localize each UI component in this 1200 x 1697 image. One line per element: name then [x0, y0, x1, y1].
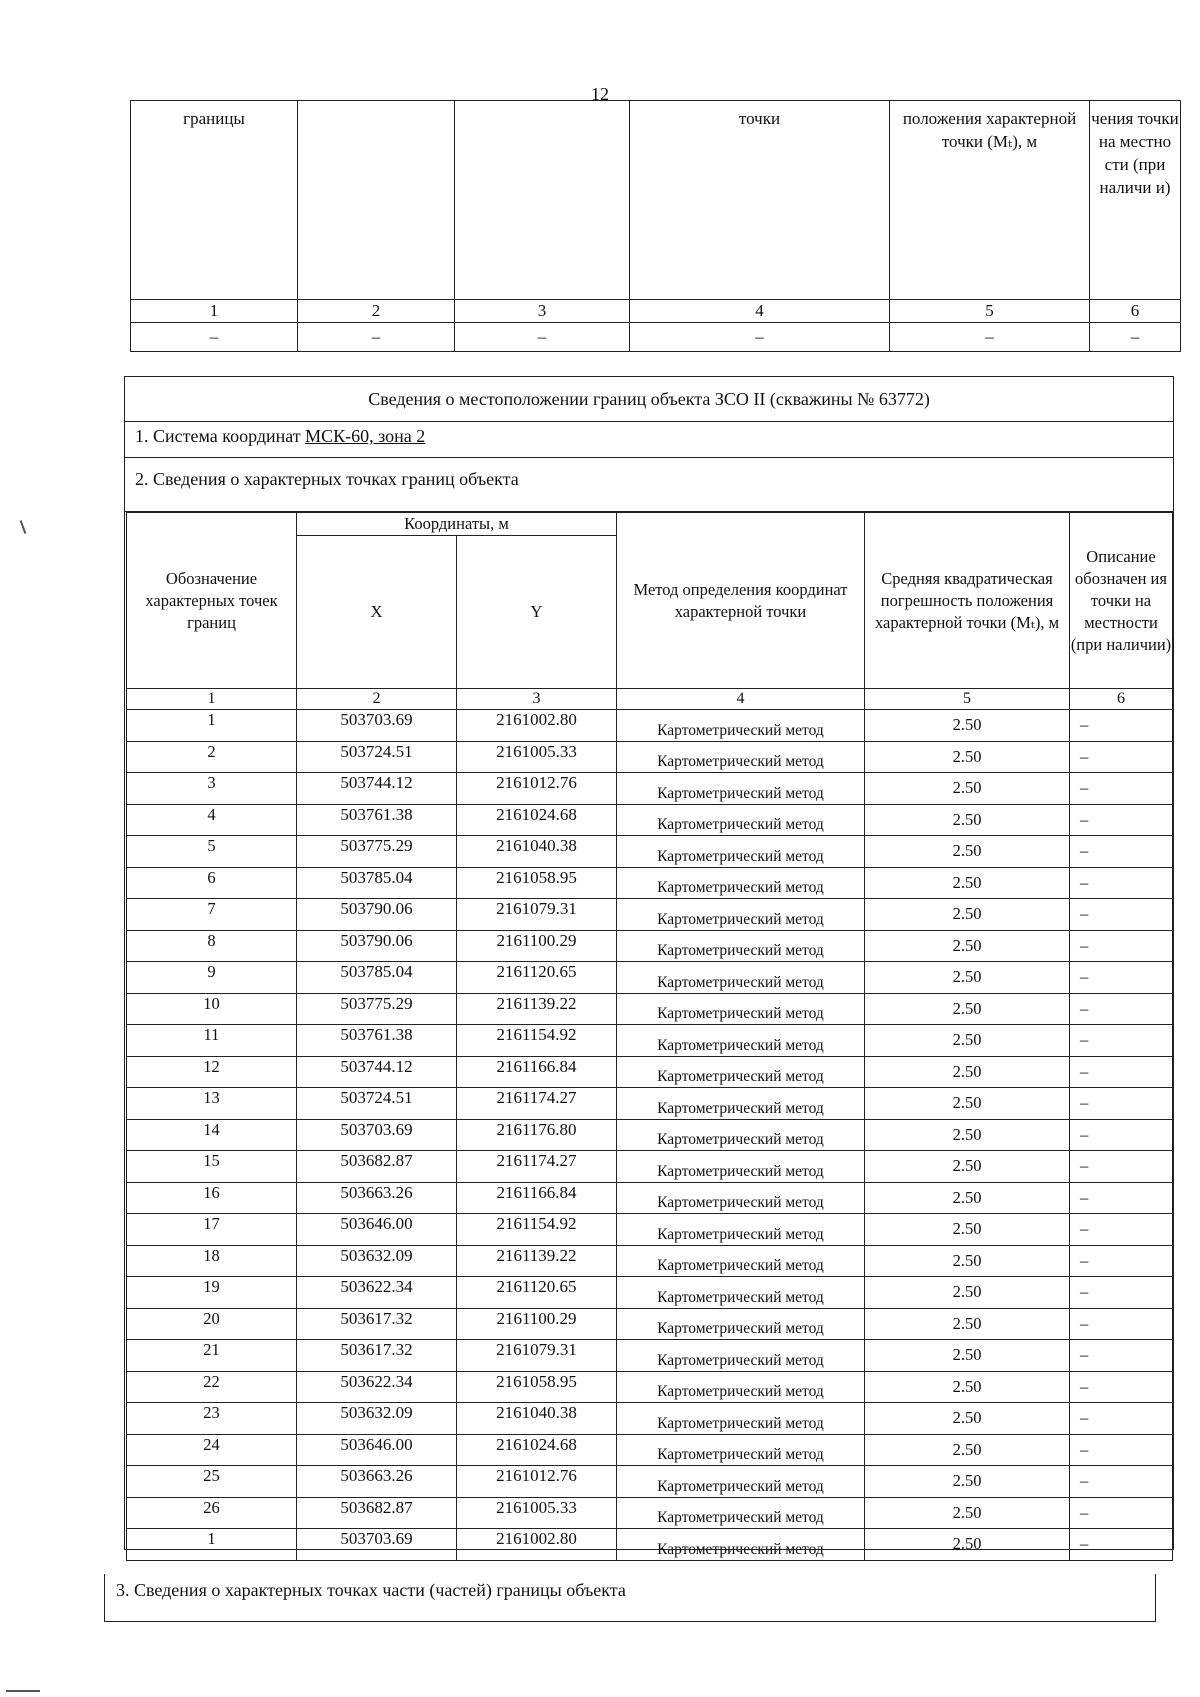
y-value: 2161166.84	[457, 1056, 617, 1088]
method-value: Картометрический метод	[617, 1466, 865, 1498]
x-value: 503663.26	[297, 1466, 457, 1498]
continuation-header-cell: границы	[131, 101, 298, 300]
description-value: –	[1070, 1529, 1173, 1561]
point-id: 5	[127, 836, 297, 868]
error-value: 2.50	[865, 1434, 1070, 1466]
x-value: 503617.32	[297, 1308, 457, 1340]
y-value: 2161058.95	[457, 867, 617, 899]
error-value: 2.50	[865, 773, 1070, 805]
table-row	[127, 1214, 1173, 1246]
method-value: Картометрический метод	[617, 741, 865, 773]
y-value: 2161012.76	[457, 773, 617, 805]
point-id: 7	[127, 899, 297, 931]
x-value: 503646.00	[297, 1214, 457, 1246]
method-value: Картометрический метод	[617, 930, 865, 962]
continuation-number-row	[131, 300, 1181, 323]
description-value: –	[1070, 804, 1173, 836]
x-value: 503632.09	[297, 1245, 457, 1277]
method-value: Картометрический метод	[617, 1056, 865, 1088]
column-number: 4	[630, 300, 890, 323]
dash-cell: –	[131, 323, 298, 352]
table-row	[127, 930, 1173, 962]
coordinates-header: Координаты, м	[297, 513, 617, 536]
description-value: –	[1070, 1371, 1173, 1403]
table-row	[127, 773, 1173, 805]
table-row	[127, 710, 1173, 742]
table-row	[127, 867, 1173, 899]
description-value: –	[1070, 1277, 1173, 1309]
point-id: 1	[127, 1529, 297, 1561]
table-row	[127, 1497, 1173, 1529]
point-id: 16	[127, 1182, 297, 1214]
y-value: 2161079.31	[457, 899, 617, 931]
error-value: 2.50	[865, 710, 1070, 742]
error-value: 2.50	[865, 1025, 1070, 1057]
y-value: 2161040.38	[457, 836, 617, 868]
y-value: 2161154.92	[457, 1214, 617, 1246]
x-value: 503724.51	[297, 1088, 457, 1120]
table-row	[127, 741, 1173, 773]
error-value: 2.50	[865, 867, 1070, 899]
point-id: 10	[127, 993, 297, 1025]
method-value: Картометрический метод	[617, 1308, 865, 1340]
error-value: 2.50	[865, 1214, 1070, 1246]
x-value: 503703.69	[297, 1119, 457, 1151]
description-value: –	[1070, 1308, 1173, 1340]
x-value: 503775.29	[297, 836, 457, 868]
continuation-header-cell: точки	[630, 101, 890, 300]
footer-section-label: 3. Сведения о характерных точках части (частей) границы объекта	[116, 1580, 626, 1600]
column-number: 2	[297, 689, 457, 710]
error-value: 2.50	[865, 899, 1070, 931]
table-row	[127, 1529, 1173, 1561]
table-row	[127, 962, 1173, 994]
column-number: 5	[890, 300, 1090, 323]
description-value: –	[1070, 1214, 1173, 1246]
point-id: 14	[127, 1119, 297, 1151]
method-value: Картометрический метод	[617, 1340, 865, 1372]
x-value: 503761.38	[297, 1025, 457, 1057]
y-value: 2161120.65	[457, 1277, 617, 1309]
column-number: 2	[298, 300, 455, 323]
point-id: 17	[127, 1214, 297, 1246]
method-value: Картометрический метод	[617, 962, 865, 994]
coordinates-rows	[127, 710, 1173, 1561]
error-value: 2.50	[865, 804, 1070, 836]
description-value: –	[1070, 741, 1173, 773]
method-value: Картометрический метод	[617, 1277, 865, 1309]
table-row	[127, 1340, 1173, 1372]
error-value: 2.50	[865, 1277, 1070, 1309]
description-value: –	[1070, 1497, 1173, 1529]
y-value: 2161024.68	[457, 1434, 617, 1466]
error-header: Средняя квадратическая погрешность положения характерной точки (Mₜ), м	[865, 513, 1070, 689]
x-value: 503785.04	[297, 962, 457, 994]
method-header: Метод определения координат характерной точки	[617, 513, 865, 689]
x-value: 503790.06	[297, 899, 457, 931]
error-value: 2.50	[865, 1151, 1070, 1183]
point-id: 2	[127, 741, 297, 773]
point-id: 20	[127, 1308, 297, 1340]
column-number: 4	[617, 689, 865, 710]
method-value: Картометрический метод	[617, 1182, 865, 1214]
error-value: 2.50	[865, 1340, 1070, 1372]
designation-header: Обозначение характерных точек границ	[127, 513, 297, 689]
error-value: 2.50	[865, 993, 1070, 1025]
method-value: Картометрический метод	[617, 867, 865, 899]
continuation-table	[130, 100, 1181, 352]
method-value: Картометрический метод	[617, 836, 865, 868]
column-number: 1	[131, 300, 298, 323]
table-row	[127, 836, 1173, 868]
y-value: 2161166.84	[457, 1182, 617, 1214]
table-row	[127, 1151, 1173, 1183]
y-value: 2161005.33	[457, 741, 617, 773]
y-value: 2161176.80	[457, 1119, 617, 1151]
continuation-header-row	[131, 101, 1181, 300]
x-value: 503682.87	[297, 1151, 457, 1183]
method-value: Картометрический метод	[617, 1371, 865, 1403]
method-value: Картометрический метод	[617, 773, 865, 805]
x-value: 503744.12	[297, 1056, 457, 1088]
y-value: 2161139.22	[457, 993, 617, 1025]
x-value: 503646.00	[297, 1434, 457, 1466]
y-value: 2161002.80	[457, 710, 617, 742]
section-title: Сведения о местоположении границ объекта ЗСО II (скважины № 63772)	[368, 389, 930, 409]
description-value: –	[1070, 899, 1173, 931]
description-value: –	[1070, 993, 1173, 1025]
x-value: 503682.87	[297, 1497, 457, 1529]
point-id: 23	[127, 1403, 297, 1435]
table-row	[127, 1245, 1173, 1277]
x-value: 503632.09	[297, 1403, 457, 1435]
table-row	[127, 1182, 1173, 1214]
y-value: 2161005.33	[457, 1497, 617, 1529]
column-number: 6	[1070, 689, 1173, 710]
error-value: 2.50	[865, 1182, 1070, 1214]
y-value: 2161120.65	[457, 962, 617, 994]
continuation-header-cell: положения характерной точки (Mₜ), м	[890, 101, 1090, 300]
dash-cell: –	[1090, 323, 1181, 352]
error-value: 2.50	[865, 1245, 1070, 1277]
description-value: –	[1070, 1088, 1173, 1120]
continuation-header-cell	[455, 101, 630, 300]
error-value: 2.50	[865, 962, 1070, 994]
description-value: –	[1070, 836, 1173, 868]
y-value: 2161174.27	[457, 1088, 617, 1120]
coord-system-line	[135, 426, 425, 447]
y-value: 2161100.29	[457, 930, 617, 962]
x-value: 503790.06	[297, 930, 457, 962]
y-value: 2161040.38	[457, 1403, 617, 1435]
table-row	[127, 1025, 1173, 1057]
error-value: 2.50	[865, 1088, 1070, 1120]
x-header: X	[297, 536, 457, 689]
table-row	[127, 899, 1173, 931]
y-value: 2161002.80	[457, 1529, 617, 1561]
description-value: –	[1070, 1119, 1173, 1151]
coords-number-row	[127, 689, 1173, 710]
points-section-label: 2. Сведения о характерных точках границ объекта	[135, 469, 519, 489]
x-value: 503724.51	[297, 741, 457, 773]
error-value: 2.50	[865, 1403, 1070, 1435]
point-id: 19	[127, 1277, 297, 1309]
y-value: 2161139.22	[457, 1245, 617, 1277]
column-number: 5	[865, 689, 1070, 710]
table-row	[127, 993, 1173, 1025]
x-value: 503761.38	[297, 804, 457, 836]
column-number: 3	[455, 300, 630, 323]
description-value: –	[1070, 1245, 1173, 1277]
dash-cell: –	[298, 323, 455, 352]
x-value: 503785.04	[297, 867, 457, 899]
error-value: 2.50	[865, 836, 1070, 868]
table-row	[127, 1466, 1173, 1498]
table-row	[127, 1371, 1173, 1403]
method-value: Картометрический метод	[617, 804, 865, 836]
table-row	[127, 1056, 1173, 1088]
x-value: 503744.12	[297, 773, 457, 805]
point-id: 26	[127, 1497, 297, 1529]
description-value: –	[1070, 930, 1173, 962]
continuation-header-cell: чения точки на местно сти (при наличи и)	[1090, 101, 1181, 300]
x-value: 503775.29	[297, 993, 457, 1025]
coordinates-table	[126, 512, 1173, 1561]
description-value: –	[1070, 962, 1173, 994]
dash-cell: –	[630, 323, 890, 352]
y-value: 2161174.27	[457, 1151, 617, 1183]
method-value: Картометрический метод	[617, 899, 865, 931]
description-value: –	[1070, 867, 1173, 899]
continuation-header-cell	[298, 101, 455, 300]
column-number: 3	[457, 689, 617, 710]
continuation-dash-row	[131, 323, 1181, 352]
point-id: 3	[127, 773, 297, 805]
table-row	[127, 1119, 1173, 1151]
table-row	[127, 1277, 1173, 1309]
description-value: –	[1070, 710, 1173, 742]
method-value: Картометрический метод	[617, 710, 865, 742]
y-value: 2161012.76	[457, 1466, 617, 1498]
method-value: Картометрический метод	[617, 1434, 865, 1466]
page-number: 12	[591, 84, 609, 104]
y-value: 2161079.31	[457, 1340, 617, 1372]
point-id: 12	[127, 1056, 297, 1088]
point-id: 11	[127, 1025, 297, 1057]
point-id: 15	[127, 1151, 297, 1183]
description-value: –	[1070, 1466, 1173, 1498]
y-value: 2161058.95	[457, 1371, 617, 1403]
footer-box	[104, 1574, 1156, 1622]
table-row	[127, 1308, 1173, 1340]
method-value: Картометрический метод	[617, 1529, 865, 1561]
description-value: –	[1070, 773, 1173, 805]
dash-cell: –	[890, 323, 1090, 352]
scan-mark	[20, 520, 27, 534]
table-row	[127, 1088, 1173, 1120]
x-value: 503622.34	[297, 1277, 457, 1309]
method-value: Картометрический метод	[617, 1151, 865, 1183]
error-value: 2.50	[865, 1371, 1070, 1403]
error-value: 2.50	[865, 1308, 1070, 1340]
point-id: 22	[127, 1371, 297, 1403]
y-value: 2161024.68	[457, 804, 617, 836]
scan-mark	[6, 1690, 40, 1692]
method-value: Картометрический метод	[617, 1403, 865, 1435]
method-value: Картометрический метод	[617, 993, 865, 1025]
x-value: 503622.34	[297, 1371, 457, 1403]
description-value: –	[1070, 1056, 1173, 1088]
point-id: 25	[127, 1466, 297, 1498]
method-value: Картометрический метод	[617, 1025, 865, 1057]
coords-header-row	[127, 513, 1173, 536]
point-id: 13	[127, 1088, 297, 1120]
dash-cell: –	[455, 323, 630, 352]
y-value: 2161154.92	[457, 1025, 617, 1057]
description-value: –	[1070, 1403, 1173, 1435]
point-id: 18	[127, 1245, 297, 1277]
error-value: 2.50	[865, 1119, 1070, 1151]
point-id: 6	[127, 867, 297, 899]
description-header: Описание обозначен ия точки на местности (при наличии)	[1070, 513, 1173, 689]
coord-system-value: МСК-60, зона 2	[305, 426, 426, 446]
point-id: 4	[127, 804, 297, 836]
table-row	[127, 804, 1173, 836]
column-number: 6	[1090, 300, 1181, 323]
y-value: 2161100.29	[457, 1308, 617, 1340]
description-value: –	[1070, 1182, 1173, 1214]
point-id: 1	[127, 710, 297, 742]
error-value: 2.50	[865, 930, 1070, 962]
column-number: 1	[127, 689, 297, 710]
point-id: 9	[127, 962, 297, 994]
x-value: 503663.26	[297, 1182, 457, 1214]
description-value: –	[1070, 1151, 1173, 1183]
coord-system-label: 1. Система координат	[135, 426, 301, 446]
y-header: Y	[457, 536, 617, 689]
x-value: 503617.32	[297, 1340, 457, 1372]
error-value: 2.50	[865, 1529, 1070, 1561]
description-value: –	[1070, 1025, 1173, 1057]
method-value: Картометрический метод	[617, 1119, 865, 1151]
error-value: 2.50	[865, 741, 1070, 773]
description-value: –	[1070, 1434, 1173, 1466]
method-value: Картометрический метод	[617, 1088, 865, 1120]
point-id: 24	[127, 1434, 297, 1466]
method-value: Картометрический метод	[617, 1245, 865, 1277]
method-value: Картометрический метод	[617, 1214, 865, 1246]
description-value: –	[1070, 1340, 1173, 1372]
x-value: 503703.69	[297, 1529, 457, 1561]
error-value: 2.50	[865, 1497, 1070, 1529]
method-value: Картометрический метод	[617, 1497, 865, 1529]
error-value: 2.50	[865, 1056, 1070, 1088]
table-row	[127, 1403, 1173, 1435]
x-value: 503703.69	[297, 710, 457, 742]
table-row	[127, 1434, 1173, 1466]
point-id: 21	[127, 1340, 297, 1372]
error-value: 2.50	[865, 1466, 1070, 1498]
point-id: 8	[127, 930, 297, 962]
